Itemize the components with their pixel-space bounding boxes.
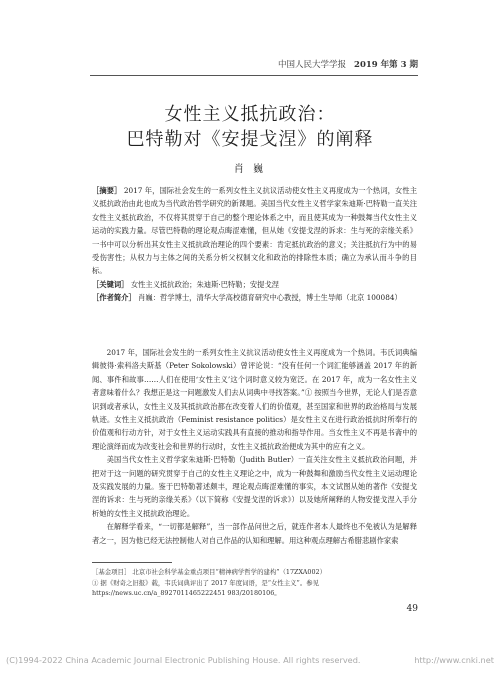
keywords-label: ［关键词］ xyxy=(92,279,129,289)
journal-name: 中国人民大学学报 xyxy=(278,60,347,70)
abstract-block xyxy=(92,184,417,305)
copyright-watermark xyxy=(0,655,500,665)
copyright-text: (C)1994-2022 China Academic Journal Electronic Publishing House. All rights reserved. xyxy=(6,655,361,665)
body-paragraph-2: 美国当代女性主义哲学家朱迪斯·巴特勒（Judith Butler）一直关注女性主义抵抗政治问题，并把对于这一问题的研究贯穿于自己的女性主义理论之中，成为一种鼓舞和激励当代女性主义运动理论及实践发展的力量。鉴于巴特勒著述颇丰，理论观点晦涩难懂的事实，本文试图从她的著作《安提戈涅的诉求：生与死的亲缘关系》（以下简称《安提戈涅的诉求》）以及她所阐释的人物安提戈涅入手分析她的女性主义抵抗政治理论。 xyxy=(92,455,417,518)
footnote-1: ① 据《财奇之旧报》载，韦氏词典评出了 2017 年度词语，是“女性主义”。参见 https://news.uc.cn/a_8927011465222451 983/20180106。 xyxy=(92,578,320,597)
footnotes xyxy=(92,567,417,599)
header-rule xyxy=(90,75,418,76)
footnote-rule xyxy=(92,562,172,563)
body-paragraph-3: 在解释学看来，“一切都是解释”，当一部作品问世之后，就连作者本人最终也不免被认为是解释者之一，因为他已经无法控制他人对自己作品的认知和理解。用这种观点理解古希腊悲剧作家索 xyxy=(92,522,417,545)
abstract-text: 2017 年，国际社会发生的一系列女性主义抗议活动使女性主义再度成为一个热词，女性主义抵抗政治由此也成为当代政治哲学研究的新课题。美国当代女性主义哲学家朱迪斯·巴特勒一直关注女性主义抵抗政治，不仅将其贯穿于自己的整个理论体系之中，而且使其成为一种鼓舞当代女性主义运动的实践力量。尽管巴特勒的理论观点晦涩难懂，但从她《安提戈涅的诉求：生与死的亲缘关系》一书中可以分析出其女性主义抵抗政治理论的四个要素：肯定抵抗政治的意义；关注抵抗行为中的易受伤害性；从权力与主体之间的关系分析父权制文化和政治的排除性本质；确立为承认而斗争的目标。 xyxy=(92,186,417,276)
author-name: 肖 巍 xyxy=(233,164,267,175)
body-text xyxy=(92,346,417,547)
abstract-paragraph xyxy=(92,184,417,278)
keywords-line xyxy=(92,278,417,291)
article-title-line-1: 女性主义抵抗政治： xyxy=(164,104,336,125)
journal-issue: 2019 年第 3 期 xyxy=(354,60,418,70)
article-title-line-2: 巴特勒对《安提戈涅》的阐释 xyxy=(126,129,374,150)
author-info-text: 肖巍：哲学博士，清华大学高校德育研究中心教授，博士生导师（北京 100084） xyxy=(138,293,402,303)
journal-header xyxy=(278,58,418,70)
footnote-funding: ［基金项目］ 北京市社会科学基金重点项目“精神病学哲学的建构”（17ZXA002） xyxy=(92,568,326,576)
author-info-label: ［作者简介］ xyxy=(92,293,136,303)
author-info-line xyxy=(92,291,417,304)
body-paragraph-1: 2017 年，国际社会发生的一系列女性主义抗议活动使女性主义再度成为一个热词。韦氏词典编辑彼得·索科洛夫斯基（Peter Sokolowski）曾评论说：“没有任何一个词汇能够涵盖 2017 年的新闻、事件和故事……人们在使用‘女性主义’这个词时意义较为宽泛。在 2017 年，成为一名女性主义者意味着什么？我想正是这一问题激发人们去从词典中寻找答案。”① 按照当今世界，无论人们是否意识到或者承认，女性主义及其抵抗政治都在改变着人们的价值观，甚至国家和世界的政治格局与发展轨迹。女性主义抵抗政治（Feminist resistance politics）是女性主义在进行政治抵抗时所奉行的价值观和行动方针，对于女性主义运动实践具有直接的推动和指导作用。当女性主义不再是书斋中的理论演绎而成为改变社会和世界的行动时，女性主义抵抗政治便成为其中的应有之义。 xyxy=(92,348,417,451)
keywords-text: 女性主义抵抗政治；朱迪斯·巴特勒；安提戈涅 xyxy=(130,279,280,289)
copyright-url: http://www.cnki.net xyxy=(414,655,494,665)
page-number: 49 xyxy=(406,604,418,614)
abstract-label: ［摘要］ xyxy=(92,186,122,195)
